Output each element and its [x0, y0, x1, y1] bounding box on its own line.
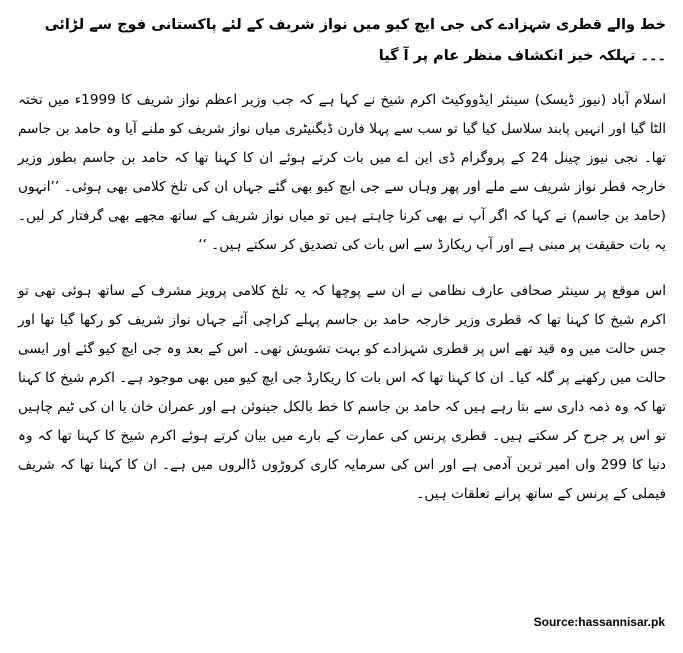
- article: [18, 10, 666, 526]
- article-paragraph-1: اسلام آباد (نیوز ڈیسک) سینئر ایڈووکیٹ اکرم شیخ نے کہا ہے کہ جب وزیر اعظم نواز شریف کا 1999ء میں تختہ الٹا گیا اور انہیں پابند سلاسل کیا گیا تو سب سے پہلا فارن ڈیگنیٹری میاں نواز شریف کو ملنے آیا وہ حامد بن جاسم تھا۔ نجی نیوز چینل 24 کے پروگرام ڈی این اے میں بات کرتے ہوئے ان کا کہنا تھا کہ حامد بن جاسم بطور وزیر خارجہ قطر نواز شریف سے ملے اور پھر وہاں سے جی ایچ کیو بھی گئے جہاں ان کی تلخ کلامی بھی ہوئی۔ ’’انہوں (حامد بن جاسم) نے کہا کہ اگر آپ نے بھی کرنا چاہتے ہیں تو میاں نواز شریف کے ساتھ مجھے بھی گرفتار کر لیں۔ یہ بات حقیقت پر مبنی ہے اور آپ ریکارڈ سے اس بات کی تصدیق کر سکتے ہیں۔ ‘‘: [18, 92, 666, 253]
- article-headline: خط والے قطری شہزادے کی جی ایچ کیو میں نواز شریف کے لئے پاکستانی فوج سے لڑائی ۔۔۔ تہلکہ خیز انکشاف منظر عام پر آ گیا: [44, 17, 666, 64]
- source-credit: Source:hassannisar.pk: [533, 615, 665, 629]
- article-paragraph-2: اس موقع پر سینئر صحافی عارف نظامی نے ان سے پوچھا کہ یہ تلخ کلامی پرویز مشرف کے ساتھ ہوئی تھی تو اکرم شیخ کا کہنا تھا کہ قطری وزیر خارجہ حامد بن جاسم پہلے کراچی آئے جہاں نواز شریف کو رکھا گیا تھا اور جس حالت میں وہ قید تھے اس پر قطری شہزادے کو بہت تشویش تھی۔ اس کے بعد وہ جی ایچ کیو گئے اور ایسی حالت میں رکھنے پر گلہ کیا۔ ان کا کہنا تھا کہ اس بات کا ریکارڈ جی ایچ کیو میں بھی موجود ہے۔ اکرم شیخ کا کہنا تھا کہ وہ ذمہ داری سے بتا رہے ہیں کہ حامد بن جاسم کا خط بالکل جینوئن ہے اور عمران خان یا ان کی ٹیم چاہیں تو اس پر جرح کر سکتے ہیں۔ قطری پرنس کی عمارت کے بارے میں بیان کرتے ہوئے اکرم شیخ کا کہنا تھا کہ وہ دنیا کا 299 واں امیر ترین آدمی ہے اور اس کی سرمایہ کاری کروڑوں ڈالروں میں ہے۔ ان کا کہنا تھا کہ شریف فیملی کے پرنس کے ساتھ پرانے تعلقات ہیں۔: [18, 283, 666, 502]
